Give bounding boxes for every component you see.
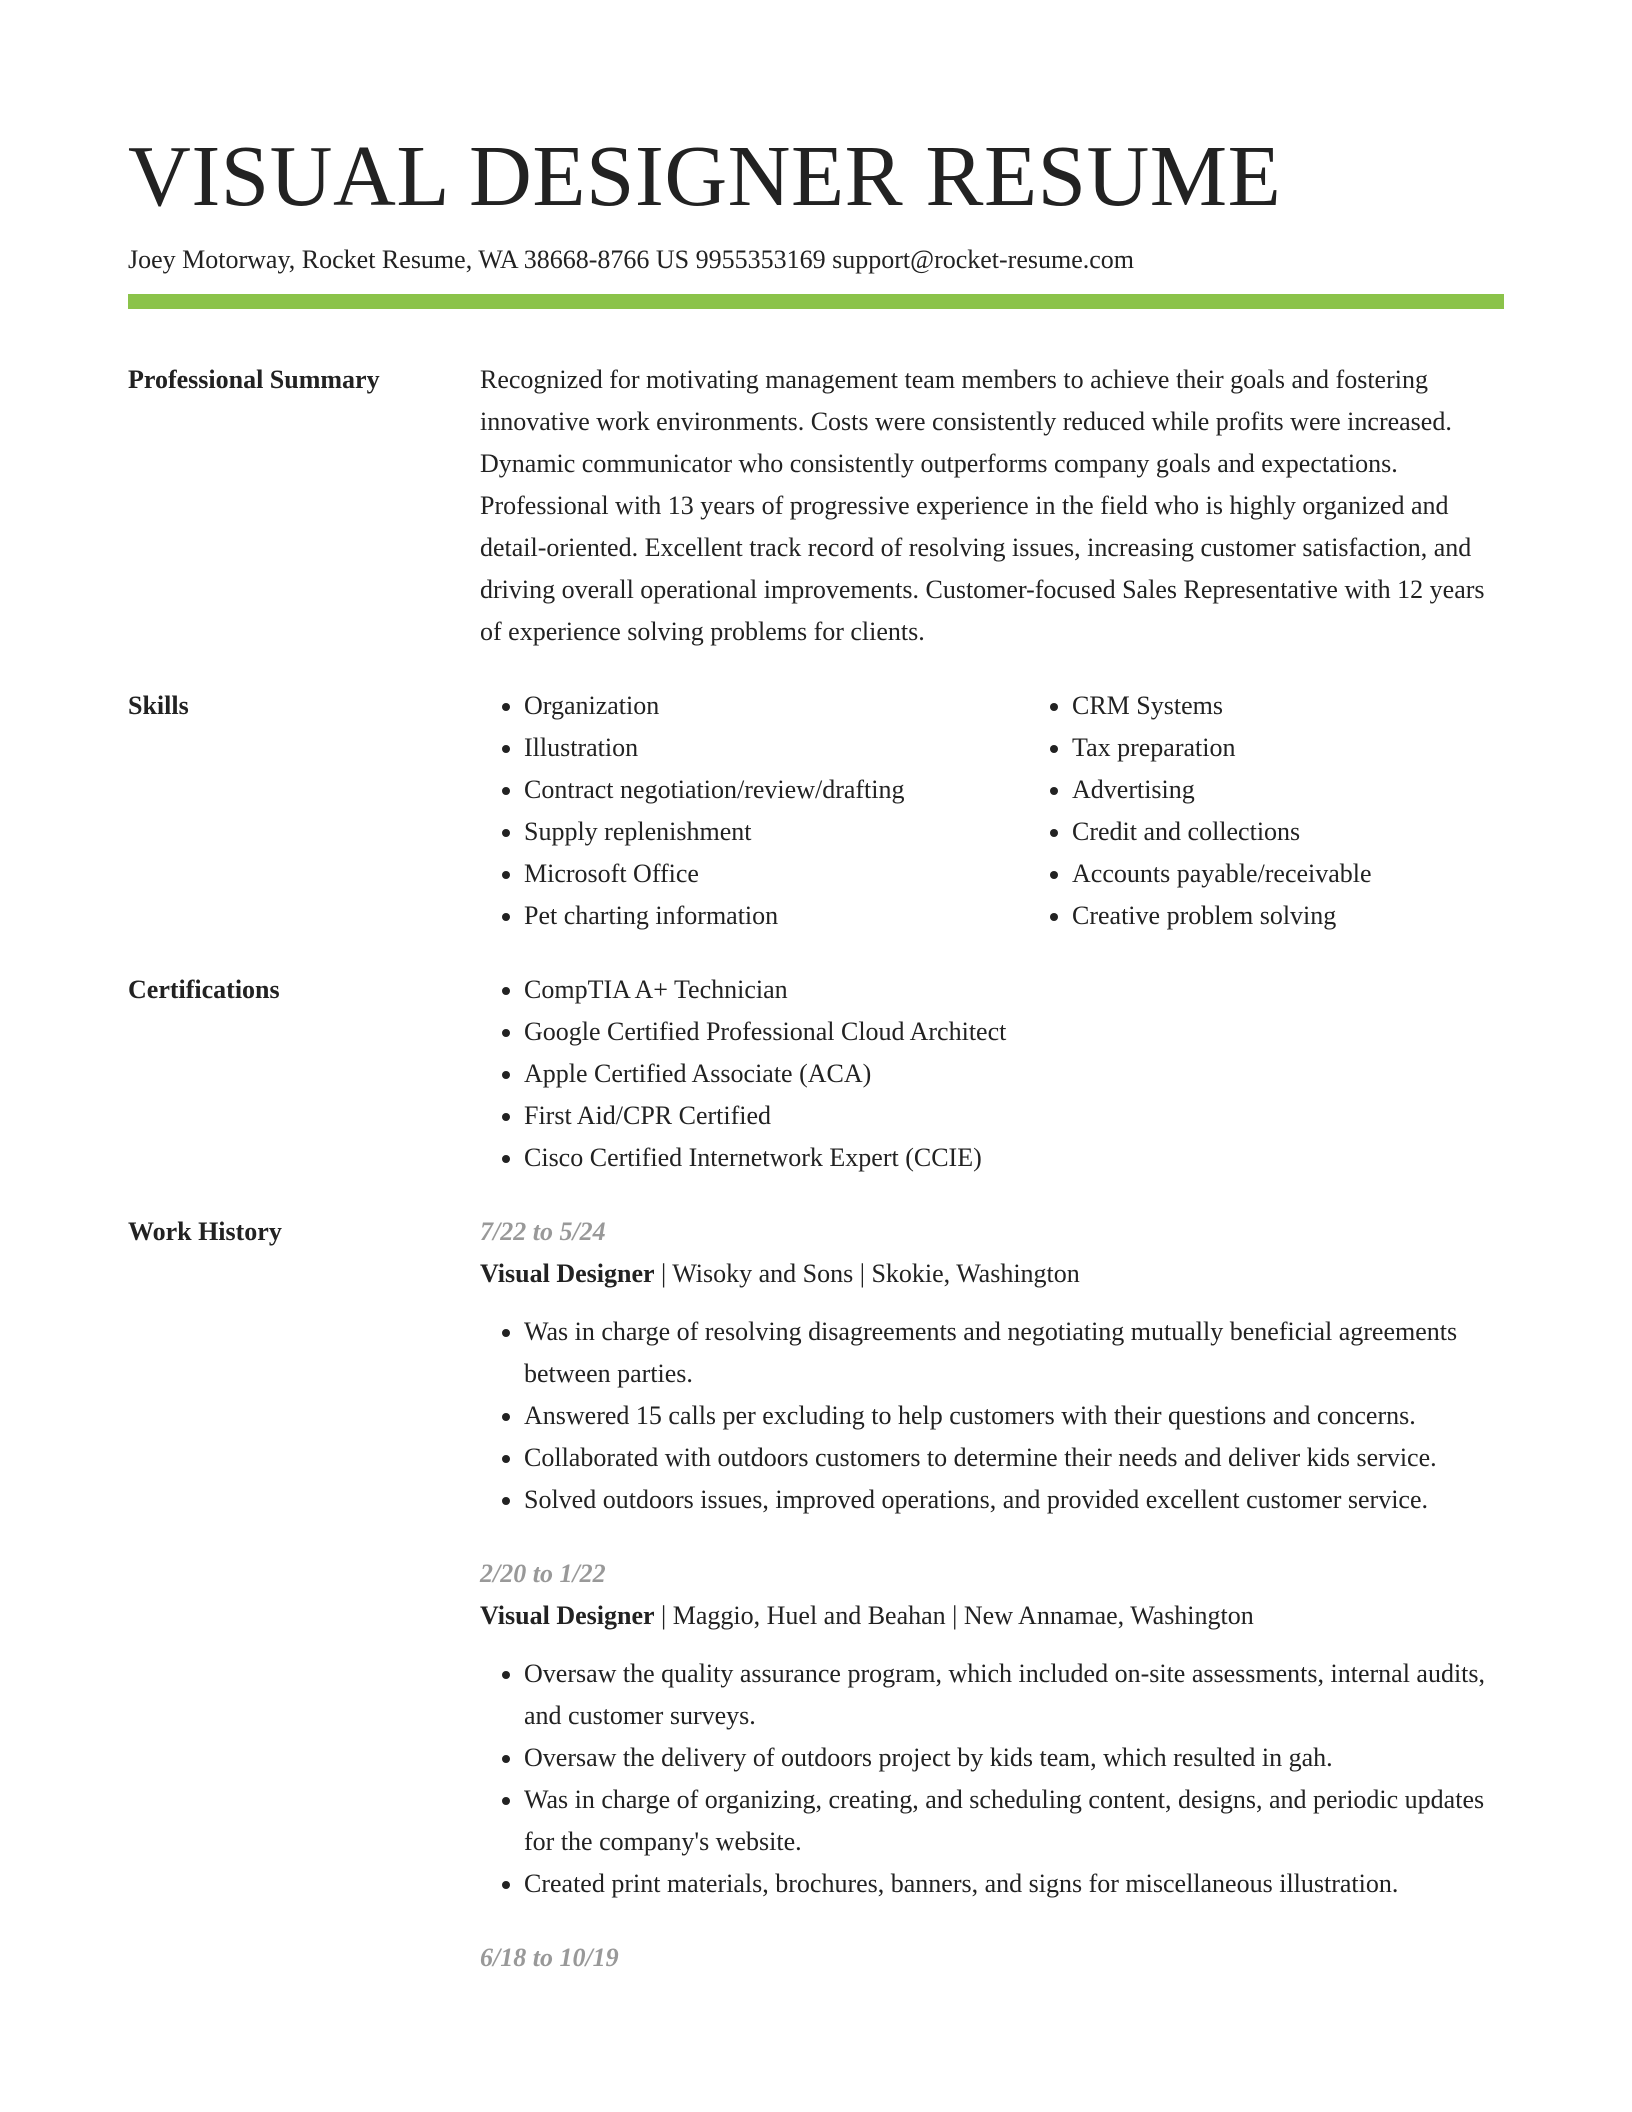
work-history-section bbox=[128, 1211, 1504, 2011]
job-title: Visual Designer bbox=[480, 1259, 655, 1288]
certifications-section bbox=[128, 969, 1504, 1179]
work-history-body bbox=[480, 1211, 1504, 2011]
skills-list-right bbox=[1028, 685, 1576, 937]
skills-section bbox=[128, 685, 1504, 937]
certification-item: • Cisco Certified Internetwork Expert (CCIE) bbox=[524, 1137, 1504, 1179]
contact-line: Joey Motorway, Rocket Resume, WA 38668-8766 US 9955353169 support@rocket-resume.com bbox=[128, 245, 1135, 274]
job-entry bbox=[480, 1211, 1504, 1521]
job-bullets bbox=[480, 1311, 1504, 1521]
skill-item: • Advertising bbox=[1072, 769, 1576, 811]
job-dates: 6/18 to 10/19 bbox=[480, 1943, 619, 1972]
job-heading bbox=[480, 1595, 1504, 1637]
skill-item: • Organization bbox=[524, 685, 1028, 727]
skill-item: • Microsoft Office bbox=[524, 853, 1028, 895]
skill-item: • Creative problem solving bbox=[1072, 895, 1576, 937]
section-label-summary: Professional Summary bbox=[128, 365, 380, 394]
skill-item: • Illustration bbox=[524, 727, 1028, 769]
job-bullet: • Answered 15 calls per excluding to help customers with their questions and concerns. bbox=[524, 1395, 1504, 1437]
skill-item: • Contract negotiation/review/drafting bbox=[524, 769, 1028, 811]
job-bullet: • Oversaw the delivery of outdoors project by kids team, which resulted in gah. bbox=[524, 1737, 1504, 1779]
skills-list-left bbox=[480, 685, 1028, 937]
job-dates: 2/20 to 1/22 bbox=[480, 1559, 606, 1588]
job-bullets bbox=[480, 1653, 1504, 1905]
certifications-body bbox=[480, 969, 1504, 1179]
certification-item: • First Aid/CPR Certified bbox=[524, 1095, 1504, 1137]
job-entry bbox=[480, 1553, 1504, 1905]
summary-text: Recognized for motivating management team members to achieve their goals and fostering innovative work environments. Costs were consistently reduced while profits were increased. Dynamic communicator who consistently outperforms company goals and expectations. Professional with 13 years of progressive experience in the field who is highly organized and detail-oriented. Excellent track record of resolving issues, increasing customer satisfaction, and driving overall operational improvements. Customer-focused Sales Representative with 12 years of experience solving problems for clients. bbox=[480, 365, 1485, 646]
job-bullet: • Collaborated with outdoors customers to determine their needs and deliver kids service. bbox=[524, 1437, 1504, 1479]
job-bullet: • Was in charge of resolving disagreements and negotiating mutually beneficial agreements between parties. bbox=[524, 1311, 1504, 1395]
section-label-work-history: Work History bbox=[128, 1217, 282, 1246]
certification-item: • Apple Certified Associate (ACA) bbox=[524, 1053, 1504, 1095]
job-heading bbox=[480, 1253, 1504, 1295]
job-entry bbox=[480, 1937, 1504, 1979]
skill-item: • Credit and collections bbox=[1072, 811, 1576, 853]
professional-summary-section bbox=[128, 359, 1504, 653]
certification-item: • CompTIA A+ Technician bbox=[524, 969, 1504, 1011]
section-label-skills: Skills bbox=[128, 691, 189, 720]
skill-item: • Supply replenishment bbox=[524, 811, 1028, 853]
accent-divider bbox=[128, 294, 1504, 309]
job-bullet: • Was in charge of organizing, creating, and scheduling content, designs, and periodic updates for the company's website. bbox=[524, 1779, 1504, 1863]
job-bullet: • Created print materials, brochures, banners, and signs for miscellaneous illustration. bbox=[524, 1863, 1504, 1905]
job-details: | Maggio, Huel and Beahan | New Annamae, Washington bbox=[654, 1601, 1254, 1630]
skill-item: • Pet charting information bbox=[524, 895, 1028, 937]
job-details: | Wisoky and Sons | Skokie, Washington bbox=[654, 1259, 1080, 1288]
job-bullet: • Oversaw the quality assurance program, which included on-site assessments, internal audits, and customer surveys. bbox=[524, 1653, 1504, 1737]
certification-item: • Google Certified Professional Cloud Architect bbox=[524, 1011, 1504, 1053]
skill-item: • CRM Systems bbox=[1072, 685, 1576, 727]
certifications-list bbox=[480, 969, 1504, 1179]
job-dates: 7/22 to 5/24 bbox=[480, 1217, 606, 1246]
skills-columns bbox=[480, 685, 1576, 937]
job-bullet: • Solved outdoors issues, improved operations, and provided excellent customer service. bbox=[524, 1479, 1504, 1521]
skill-item: • Tax preparation bbox=[1072, 727, 1576, 769]
resume-title: VISUAL DESIGNER RESUME bbox=[128, 127, 1282, 224]
section-label-certifications: Certifications bbox=[128, 975, 280, 1004]
skill-item: • Accounts payable/receivable bbox=[1072, 853, 1576, 895]
job-title: Visual Designer bbox=[480, 1601, 655, 1630]
